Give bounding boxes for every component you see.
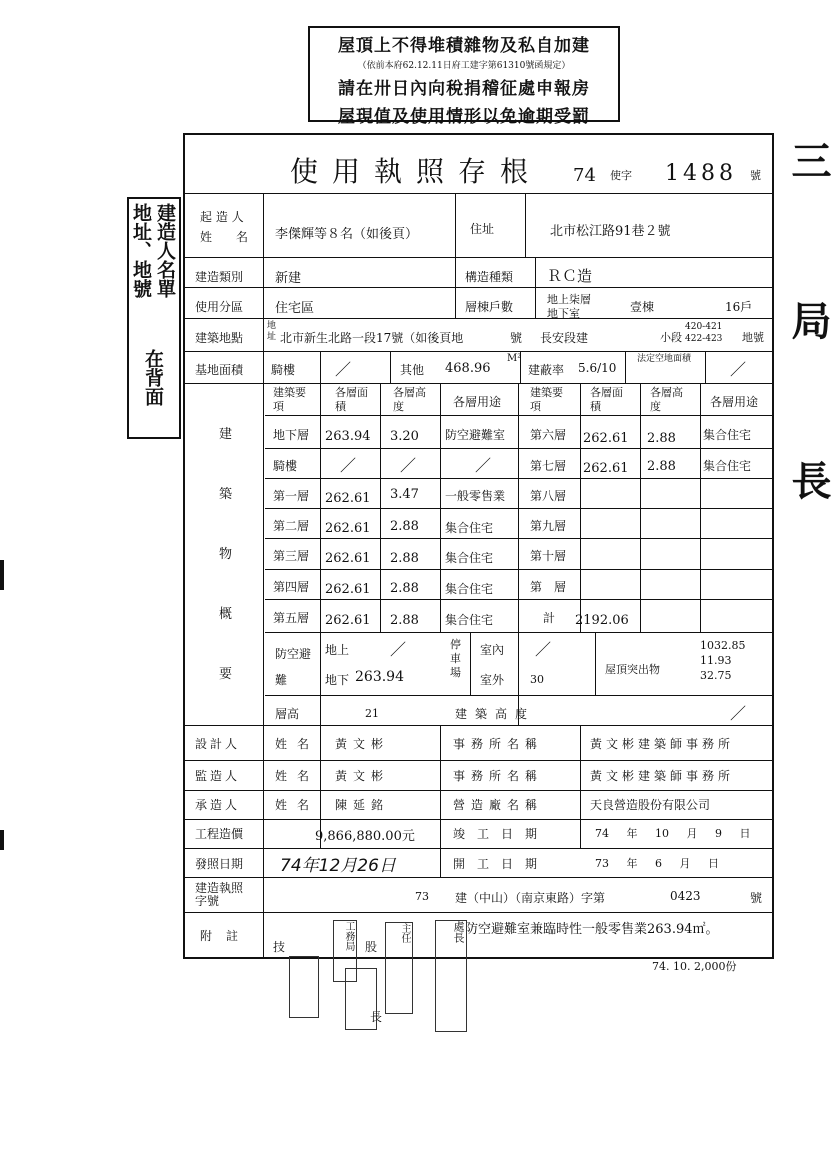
license-prefix: 使字 (610, 169, 632, 182)
floors-buildings: 壹棟 (630, 300, 655, 314)
stamp-chief: 主任 (385, 922, 413, 1014)
shelter-above: ／ (390, 640, 407, 659)
parking-indoor-label: 室內 (480, 643, 505, 657)
contractor-office: 天良營造股份有限公司 (590, 798, 711, 812)
license-number: 1488 (665, 161, 737, 186)
legal-label: 法定空地面積 (637, 354, 692, 364)
shelter-label: 防空避難 (275, 647, 312, 687)
cost-label: 工程造價 (195, 827, 244, 841)
designer-name-label: 姓名 (275, 737, 320, 751)
site-lots: 420-421 422-423 (685, 322, 723, 344)
coverage-label: 建蔽率 (528, 363, 565, 377)
other-value: 468.96 (445, 361, 491, 376)
contractor-name-label: 姓名 (275, 798, 320, 812)
supervisor-name: 黃文彬 (335, 769, 390, 783)
permit-no: 0423 (670, 889, 701, 903)
done-date: 74 年 10 月 9 日 (595, 827, 751, 840)
side-note-col: 建造人名單 (154, 203, 176, 298)
license-form: 使用執照存根 74 使字 1488 號 起 造 人 姓 名 李傑輝等８名（如後頁） 住址 北市松江路91巷２號 建造類別 新建 構造種類 ＲＣ造 使用分區 住宅區 層棟戶數 地上柒層 地下室 壹棟 16戶 建築地點 地址 北市新生北路一段17號（如後頁地 號 長安段建 小段 420-421 422-423 地號 基地面積 騎樓 ／ 其他 468.96 M² 建蔽率 5.6/10 法定空地面積 ／ 建 築 物 概 要 建築要項 各層面積 各層高度 各層用途 建築要項 各層面積 各層高度 各層用途 地下層 263.94 3.20 防空避難室 騎樓 ／ ／ ／ 第一層 262.61 3.47 一般零售業 第二層 262.61 2.88 集合住宅 第三層 262.61 2.88 集合住宅 第四層 262.61 2.88 集合住宅 第五層 262.61 2.88 集合住宅 第六層 262.61 2.88 集合住宅 第七層 262.61 2.88 集合住宅 第八層 第九層 第十層 第 層 計 2192.06 防空避難 地上 ／ 地下 263.94 停車場 室內 ／ 室外 30 屋頂突出物 1032.85 11.93 32.75 層高 21 建築高度 ／ 設計人 姓名 黃文彬 事務所名稱 黃文彬建築師事務所 監造人 姓名 黃文彬 事務所名稱 黃文彬建築師事務所 承造人 姓名 陳延銘 營造廠名稱 天良營造股份有限公司 工程造價 9,866,880.00元 竣工日期 74 年 10 月 9 日 發照日期 74年12月26日 開工日期 73 年 6 月 日 建造執照字號 73 建（中山）（南京東路）字第 0423 號 附註 防空避難室兼臨時性一般零售業263.94㎡。 (183, 133, 774, 959)
legal-value: ／ (730, 360, 747, 379)
floors-units: 16戶 (725, 300, 753, 314)
header-item: 建築要項 (530, 386, 563, 413)
notice-line: 請在卅日內向稅捐稽征處申報房 (338, 79, 590, 99)
designer-office: 黃文彬建築師事務所 (590, 737, 735, 751)
issue-label: 發照日期 (195, 857, 244, 871)
shelter-above-label: 地上 (325, 643, 350, 657)
contractor-name: 陳延銘 (335, 798, 390, 812)
stamp-label: 技 (273, 940, 286, 954)
unit-label: M² (507, 353, 522, 364)
edge-text: 三局長 (785, 140, 832, 620)
extra-area: 1032.85 11.93 32.75 (700, 639, 746, 682)
shelter-below: 263.94 (355, 669, 404, 685)
header-use: 各層用途 (710, 395, 759, 409)
structure-label: 構造種類 (465, 270, 514, 284)
site-lot-suffix: 地號 (742, 331, 764, 344)
site-sub: 小段 (660, 331, 682, 344)
stamp-office: 工務局 (333, 920, 357, 982)
permit-text: 建（中山）（南京東路）字第 (455, 891, 606, 905)
notice-reference: （依前本府62.12.11日府工建字第61310號函規定） (357, 61, 571, 71)
supervisor-office-label: 事務所名稱 (453, 769, 544, 783)
use-zone-value: 住宅區 (275, 301, 315, 316)
header-use: 各層用途 (453, 395, 502, 409)
stamp-label: 長 (370, 1010, 383, 1024)
done-label: 竣工日期 (453, 827, 550, 841)
supervisor-label: 監造人 (195, 769, 241, 783)
header-area: 各層面積 (335, 386, 368, 413)
bld-height: ／ (730, 704, 747, 723)
floors-above: 地上柒層 (547, 293, 591, 306)
approval-stamps (265, 918, 475, 1036)
address-value: 北市松江路91巷２號 (550, 224, 671, 239)
designer-office-label: 事務所名稱 (453, 737, 544, 751)
permit-suffix: 號 (750, 891, 763, 905)
start-label: 開工日期 (453, 857, 550, 871)
other-label: 其他 (400, 363, 425, 377)
structure-value: ＲＣ造 (547, 267, 593, 285)
site-label: 建築地點 (195, 331, 244, 345)
form-title: 使用執照存根 (290, 155, 543, 188)
builder-label: 起 造 人 姓 名 (200, 210, 249, 244)
license-year: 74 (573, 165, 596, 186)
height-label: 層高 (275, 707, 300, 721)
license-suffix: 號 (750, 169, 761, 182)
section-label: 建 築 物 概 要 (219, 427, 233, 682)
header-height: 各層高度 (650, 386, 683, 413)
notice-line: 屋頂上不得堆積雜物及私自加建 (338, 36, 590, 56)
print-footer: 74. 10. 2,000份 (652, 960, 737, 973)
bld-height-label: 建築高度 (455, 707, 536, 721)
build-type-label: 建造類別 (195, 270, 244, 284)
supervisor-office: 黃文彬建築師事務所 (590, 769, 735, 783)
coverage-value: 5.6/10 (578, 361, 617, 375)
parking-outdoor-label: 室外 (480, 673, 505, 687)
site-addr-label: 地址 (267, 321, 277, 342)
site-addr: 北市新生北路一段17號（如後頁地 (280, 331, 464, 345)
builder-value: 李傑輝等８名（如後頁） (275, 227, 419, 242)
shelter-below-label: 地下 (325, 673, 350, 687)
side-note-col: 在背面 (142, 349, 164, 406)
stamp-director: 處長 (435, 920, 467, 1032)
contractor-office-label: 營造廠名稱 (453, 798, 544, 812)
signature-stamp (289, 956, 319, 1018)
notice-box (308, 26, 620, 127)
remarks-text: 防空避難室兼臨時性一般零售業263.94㎡。 (465, 922, 719, 937)
header-area: 各層面積 (590, 386, 623, 413)
designer-name: 黃文彬 (335, 737, 390, 751)
parking-indoor: ／ (535, 640, 552, 659)
notice-line: 屋現值及使用情形以免逾期受罰 (338, 107, 590, 127)
side-note (127, 197, 181, 439)
floors-label: 層棟戶數 (465, 300, 514, 314)
arcade-label: 騎樓 (271, 363, 296, 377)
use-zone-label: 使用分區 (195, 300, 244, 314)
side-note-col: 地址、地號 (130, 203, 152, 298)
header-height: 各層高度 (393, 386, 426, 413)
permit-year: 73 (415, 890, 429, 903)
build-type-value: 新建 (275, 271, 302, 286)
floors-below: 地下室 (547, 307, 580, 320)
header-item: 建築要項 (273, 386, 306, 413)
extra-area-label: 屋頂突出物 (605, 663, 660, 676)
arcade-value: ／ (335, 360, 352, 379)
site-area: 長安段建 (540, 331, 589, 345)
remarks-label: 附註 (200, 929, 253, 943)
cost-value: 9,866,880.00元 (315, 829, 415, 844)
parking-label: 停車場 (450, 638, 461, 679)
supervisor-name-label: 姓名 (275, 769, 320, 783)
parking-outdoor: 30 (530, 673, 544, 686)
designer-label: 設計人 (195, 737, 241, 751)
address-label: 住址 (470, 222, 495, 236)
stamp-label: 股 (365, 940, 378, 954)
permit-label: 建造執照字號 (195, 881, 244, 908)
start-date: 73 年 6 月 日 (595, 857, 719, 870)
base-label: 基地面積 (195, 363, 244, 377)
site-no: 號 (510, 331, 523, 345)
height-value: 21 (365, 707, 379, 720)
contractor-label: 承造人 (195, 798, 241, 812)
issue-date: 74年12月26日 (280, 856, 396, 876)
